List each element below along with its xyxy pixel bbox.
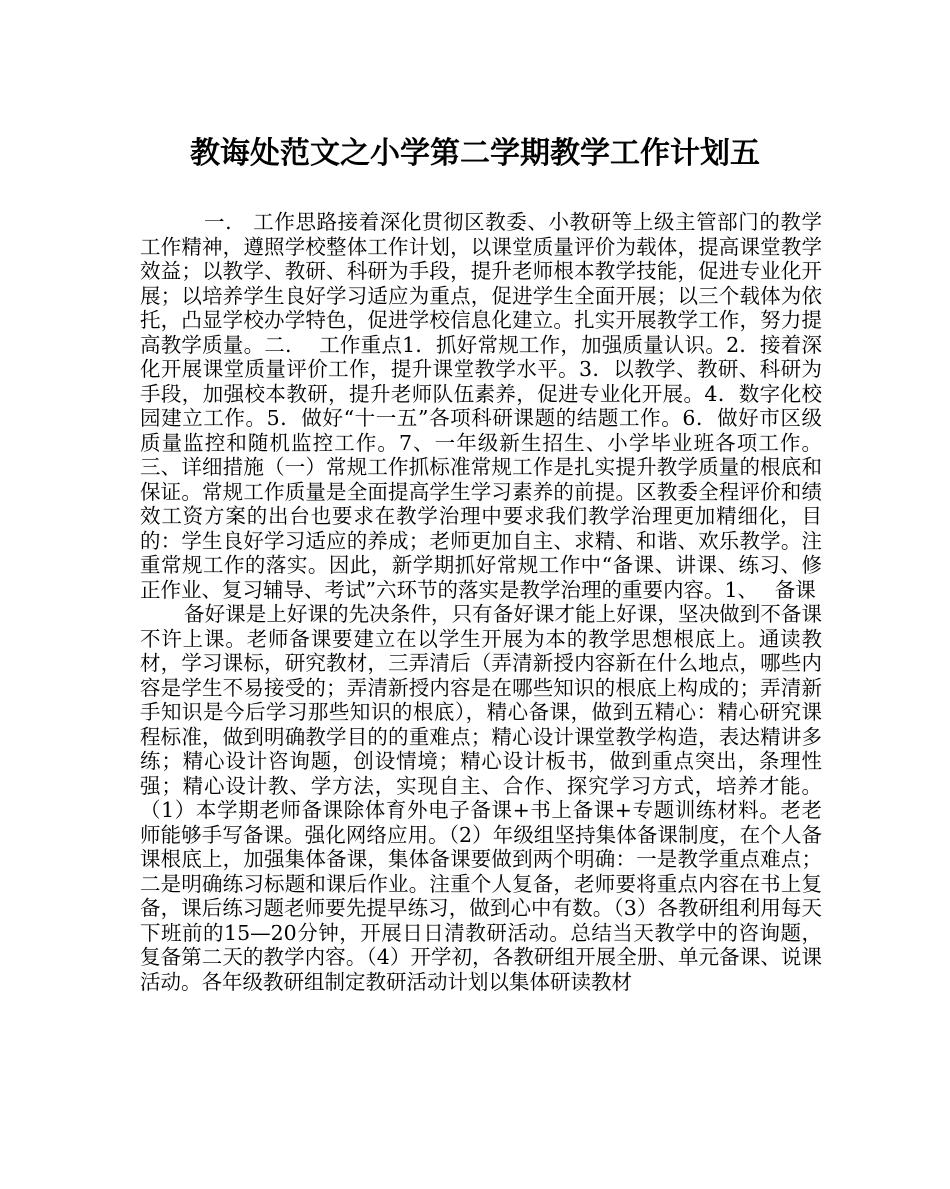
body-paragraph-2: 备好课是上好课的先决条件，只有备好课才能上好课，坚决做到不备课不许上课。老师备课要建立在以学生开展为本的教学思想根底上。通读教材，学习课标，研究教材，三弄清后（弄清新授内容新在什么地点，哪些内容是学生不易接受的；弄清新授内容是在哪些知识的根底上构成的；弄清新手知识是今后学习那些知识的根底），精心备课，做到五精心：精心研究课程标准，做到明确教学目的的重难点；精心设计课堂教学构造，表达精讲多练；精心设计咨询题，创设情境；精心设计板书，做到重点突出，条理性强；精心设计教、学方法，实现自主、合作、探究学习方式，培养才能。（1）本学期老师备课除体育外电子备课+书上备课+专题训练材料。老老师能够手写备课。强化网络应用。（2）年级组坚持集体备课制度，在个人备课根底上，加强集体备课，集体备课要做到两个明确：一是教学重点难点；二是明确练习标题和课后作业。注重个人复备，老师要将重点内容在书上复备，课后练习题老师要先提早练习，做到心中有数。（3）各教研组利用每天下班前的15—20分钟，开展日日清教研活动。总结当天教学中的咨询题，复备第二天的教学内容。（4）开学初，各教研组开展全册、单元备课、说课活动。各年级教研组制定教研活动计划以集体研读教材 <box>140 602 822 994</box>
document-title: 教诲处范文之小学第二学期教学工作计划五 <box>190 136 760 171</box>
body-paragraph-1: 一. 工作思路接着深化贯彻区教委、小教研等上级主管部门的教学工作精神，遵照学校整体工作计划，以课堂质量评价为载体，提高课堂教学效益；以教学、教研、科研为手段，提升老师根本教学技能，促进专业化开展；以培养学生良好学习适应为重点，促进学生全面开展；以三个载体为依托，凸显学校办学特色，促进学校信息化建立。扎实开展教学工作，努力提高教学质量。二. 工作重点1．抓好常规工作，加强质量认识。2．接着深化开展课堂质量评价工作，提升课堂教学水平。3．以教学、教研、科研为手段，加强校本教研，提升老师队伍素养，促进专业化开展。4．数字化校园建立工作。5．做好“十一五”各项科研课题的结题工作。6．做好市区级质量监控和随机监控工作。7、一年级新生招生、小学毕业班各项工作。三、详细措施（一）常规工作抓标准常规工作是扎实提升教学质量的根底和保证。常规工作质量是全面提高学生学习素养的前提。区教委全程评价和绩效工资方案的出台也要求在教学治理中要求我们教学治理更加精细化，目的：学生良好学习适应的养成；老师更加自主、求精、和谐、欢乐教学。注重常规工作的落实。因此，新学期抓好常规工作中“备课、讲课、练习、修正作业、复习辅导、考试”六环节的落实是教学治理的重要内容。1、 备课 <box>140 210 822 602</box>
document-body <box>140 210 822 994</box>
